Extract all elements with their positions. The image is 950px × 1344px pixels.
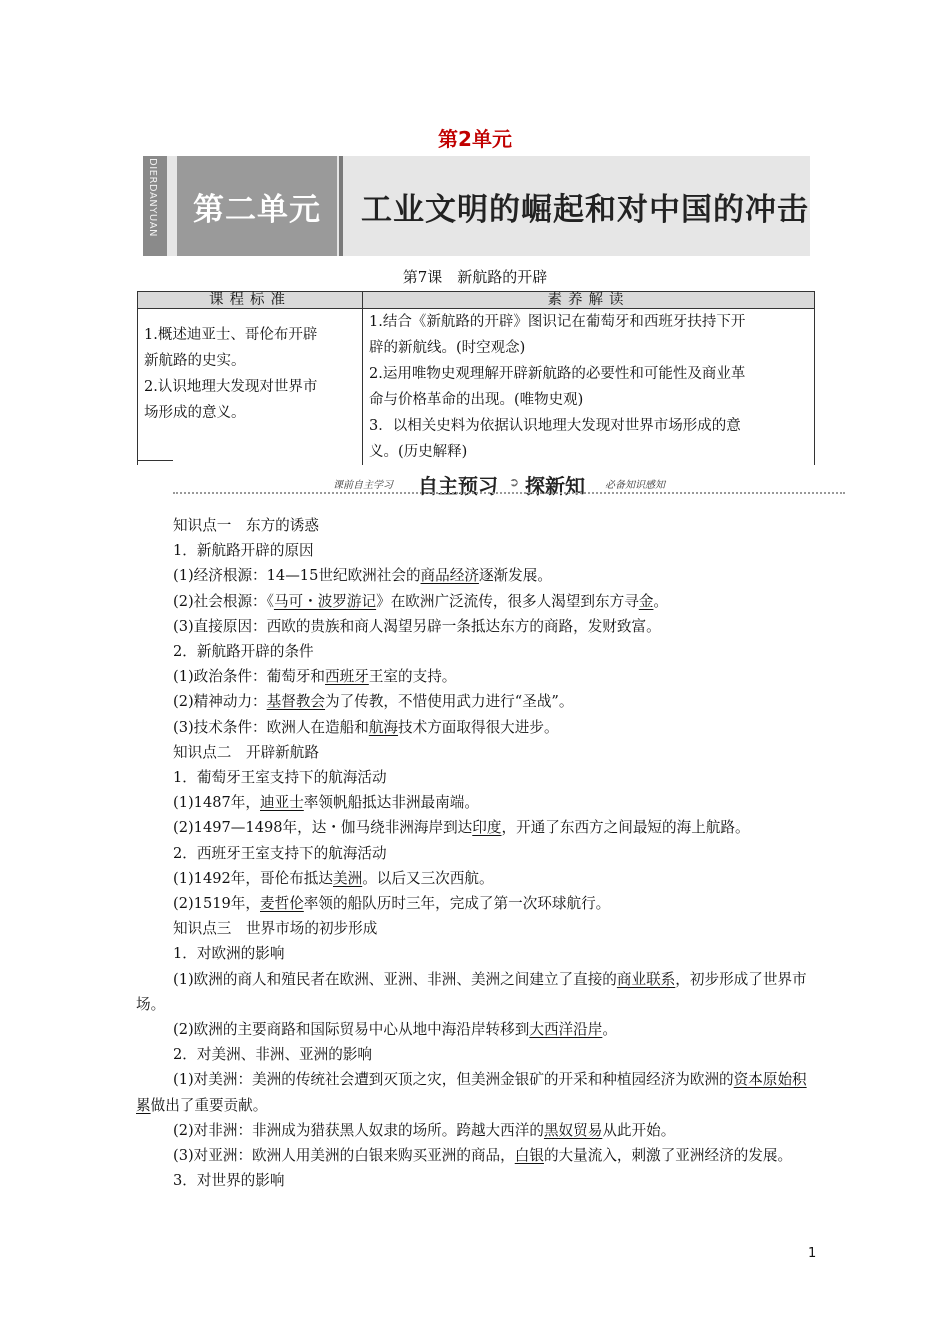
key-term: 金 [638, 592, 654, 610]
key-term: 航海 [368, 718, 399, 736]
paragraph: (1)经济根源：14—15世纪欧洲社会的商品经济逐渐发展。 [173, 567, 552, 585]
section-divider [173, 470, 845, 498]
key-term: 西班牙 [325, 668, 369, 686]
paragraph: (1)对美洲：美洲的传统社会遭到灭顶之灾，但美洲金银矿的开采和种植园经济为欧洲的资本原始积累做出了重要贡献。 [136, 1071, 807, 1114]
key-term: 基督教会 [266, 693, 326, 711]
key-term: 商品经济 [420, 567, 479, 585]
paragraph: (1)1487年，迪亚士率领帆船抵达非洲最南端。 [173, 794, 479, 812]
key-term: 麦哲伦 [260, 895, 304, 913]
table-bottom-stub [137, 460, 173, 461]
standards-line: 1.概述迪亚士、哥伦布开辟 [144, 327, 318, 343]
key-term: 商业联系 [616, 970, 676, 988]
document-body [136, 513, 816, 1193]
knowledge-heading: 知识点二 开辟新航路 [173, 743, 319, 761]
key-term: 资本原始积累 [136, 1071, 807, 1114]
key-term: 大西洋沿岸 [529, 1021, 603, 1039]
standards-line: 场形成的意义。 [144, 405, 246, 421]
subheading: 3．对世界的影响 [173, 1172, 285, 1190]
key-term: 迪亚士 [260, 794, 304, 812]
paragraph: (3)对亚洲：欧洲人用美洲的白银来购买亚洲的商品，白银的大量流入，刺激了亚洲经济的发展。 [173, 1147, 793, 1165]
key-term: 美洲 [332, 869, 363, 887]
key-term: 黑奴贸易 [543, 1121, 603, 1139]
subheading: 2．西班牙王室支持下的航海活动 [173, 844, 387, 862]
standards-line: 2.认识地理大发现对世界市 [144, 379, 318, 395]
unit-title: 第2单元 [438, 127, 512, 151]
paragraph: (2)1519年，麦哲伦率领的船队历时三年，完成了第一次环球航行。 [173, 895, 611, 913]
paragraph: (1)欧洲的商人和殖民者在欧洲、亚洲、非洲、美洲之间建立了直接的商业联系，初步形成了世界市场。 [136, 970, 807, 1013]
subheading: 1．对欧洲的影响 [173, 945, 285, 963]
lesson-title: 第7课 新航路的开辟 [402, 268, 548, 286]
paragraph: (1)政治条件：葡萄牙和西班牙王室的支持。 [173, 668, 457, 686]
literacy-line: 2.运用唯物史观理解开辟新航路的必要性和可能性及商业革 [369, 366, 746, 382]
key-term: 印度 [472, 819, 502, 837]
knowledge-heading: 知识点一 东方的诱惑 [173, 517, 319, 534]
knowledge-heading: 知识点三 世界市场的初步形成 [173, 920, 378, 938]
standards-cell [138, 309, 363, 466]
standards-table [137, 291, 815, 465]
paragraph: (2)欧洲的主要商路和国际贸易中心从地中海沿岸转移到大西洋沿岸。 [173, 1021, 617, 1039]
key-term: 马可・波罗游记 [273, 592, 377, 610]
table-header-literacy: 素养解读 [363, 292, 815, 309]
paragraph: (2)对非洲：非洲成为猎获黑人奴隶的场所。跨越大西洋的黑奴贸易从此开始。 [173, 1121, 676, 1139]
paragraph: (3)直接原因：西欧的贵族和商人渴望另辟一条抵达东方的商路，发财致富。 [173, 617, 661, 635]
paragraph: (2)社会根源：《马可・波罗游记》在欧洲广泛流传，很多人渴望到东方寻金。 [173, 592, 669, 610]
paragraph: (1)1492年，哥伦布抵达美洲。以后又三次西航。 [173, 869, 494, 887]
subheading: 1．新航路开辟的原因 [173, 542, 314, 560]
divider-arrow-icon: ➲ [509, 475, 520, 489]
literacy-line: 3．以相关史料为依据认识地理大发现对世界市场形成的意 [369, 418, 741, 434]
literacy-line: 辟的新航线。(时空观念) [369, 340, 526, 356]
paragraph: (2)1497—1498年，达・伽马绕非洲海岸到达印度，开通了东西方之间最短的海上航路。 [173, 819, 750, 837]
page-number: 1 [808, 1246, 817, 1261]
standards-line: 新航路的史实。 [144, 353, 246, 369]
subheading: 2．新航路开辟的条件 [173, 643, 314, 661]
literacy-line: 1.结合《新航路的开辟》图识记在葡萄牙和西班牙扶持下开 [369, 314, 746, 330]
divider-title-2: 探新知 [525, 474, 585, 498]
banner-side-strip [143, 156, 167, 256]
divider-dotted-line [173, 492, 845, 494]
subheading: 2．对美洲、非洲、亚洲的影响 [173, 1046, 373, 1064]
literacy-line: 命与价格革命的出现。(唯物史观) [369, 392, 584, 408]
divider-left-text: 课前自主学习 [333, 480, 393, 491]
paragraph: (3)技术条件：欧洲人在造船和航海技术方面取得很大进步。 [173, 718, 559, 736]
key-term: 白银 [514, 1147, 544, 1165]
literacy-line: 义。(历史解释) [369, 444, 468, 460]
literacy-cell [363, 309, 815, 466]
paragraph: (2)精神动力：基督教会为了传教，不惜使用武力进行“圣战”。 [173, 693, 574, 711]
table-header-standards: 课程标准 [138, 292, 363, 309]
subheading: 1．葡萄牙王室支持下的航海活动 [173, 769, 387, 787]
banner-side-text: DIERDANYUAN [147, 158, 158, 238]
banner-unit-label: 第二单元 [177, 156, 337, 256]
divider-title-1: 自主预习 [418, 474, 498, 498]
unit-banner [143, 156, 810, 256]
divider-right-text: 必备知识感知 [605, 480, 665, 491]
banner-topic: 工业文明的崛起和对中国的冲击 [361, 191, 809, 228]
